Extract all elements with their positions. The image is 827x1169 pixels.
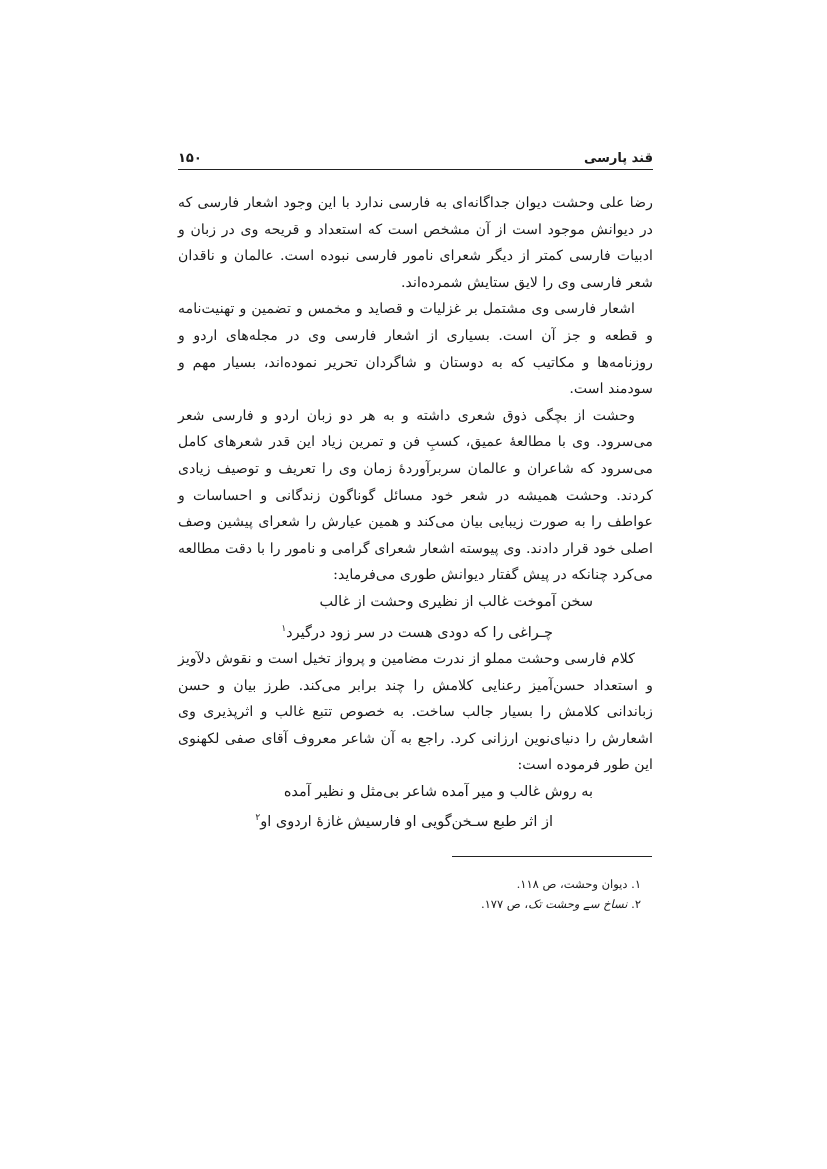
page-number: ۱۵۰ [178,151,202,166]
verse-text: چـراغی را که دودی هست در سر زود درگیرد [286,624,553,641]
running-header [178,142,653,170]
paragraph: وحشت از بچگی ذوق شعری داشته و به هر دو زبان اردو و فارسی شعر می‌سرود. وی با مطالعهٔ عمیق، کسبِ فن و تمرین زیاد این قدر شعرهای کامل می‌سرود که شاعران و عالمان سربرآوردهٔ زمان وی را تعریف و توصیف زیادی کردند. وحشت همیشه در شعر خود مسائل گوناگون زندگانی و احساسات و عواطف را به صورت زیبایی بیان می‌کند و همین عیارش را شعرای پیشین وصف اصلی خود قرار دادند. وی پیوسته اشعار شعرای گرامی و نامور را با دقت مطالعه می‌کرد چنانکه در پیش گفتار دیوانش طوری می‌فرماید: [178,407,653,584]
footnotes [178,874,653,914]
footnote-page: ، ص ۱۷۷. [480,897,529,911]
verse-text: به روش غالب و میر آمده شاعر بی‌مثل و نظیر آمده [283,783,593,800]
book-title: قند پارسی [583,151,653,166]
verse-text: از اثر طبع سـخن‌گویی او فارسیش غازهٔ اردوی او [260,814,553,831]
verse-line [178,589,653,616]
verse-line [178,805,653,835]
footnote-reference[interactable]: ۱ [281,623,287,634]
verse-line [178,616,653,646]
main-text [178,190,653,836]
footnote-item [178,894,653,914]
footnote-divider [452,856,652,857]
footnote-source-title: نساخ سے وحشت تک [528,897,628,911]
footnote-number: ۲. [631,897,641,911]
paragraph: کلام فارسی وحشت مملو از ندرت مضامین و پرواز تخیل است و نقوش دلآویز و استعداد حسن‌آمیز رعنایی کلامش را چند برابر می‌کند. طرز بیان و حسن زباندانی کلامش را بسیار جالب ساخت. به خصوص تتبع غالب و اثرپذیری وی اشعارش را دنیای‌نوین ارزانی کرد. راجع به آن شاعر معروف آقای صفی لکهنوی این طور فرموده است: [178,650,653,774]
footnote-reference[interactable]: ۲ [255,813,261,824]
paragraph: اشعار فارسی وی مشتمل بر غزلیات و قصاید و مخمس و تضمین و تهنیت‌نامه و قطعه و جز آن است. بسیاری از اشعار فارسی وی در مجله‌های اردو و روزنامه‌ها و مکاتیب که به دوستان و شاگردان تحریر نموده‌اند، بسیار مهم و سودمند است. [178,301,653,398]
verse-text: سخن آموخت غالب از نظیری وحشت از غالب [319,593,593,610]
paragraph: رضا علی وحشت دیوان جداگانه‌ای به فارسی ندارد با این وجود اشعار فارسی که در دیوانش موجود است از آن مشخص است که استعداد و قریحه وی در زبان و ادبیات فارسی کمتر از دیگر شعرای نامور فارسی نبوده است. عالمان و ناقدان شعر فارسی وی را لایق ستایش شمرده‌اند. [178,195,653,291]
footnote-item: ۱. دیوان وحشت، ص ۱۱۸. [516,877,641,891]
verse-line [178,779,653,806]
